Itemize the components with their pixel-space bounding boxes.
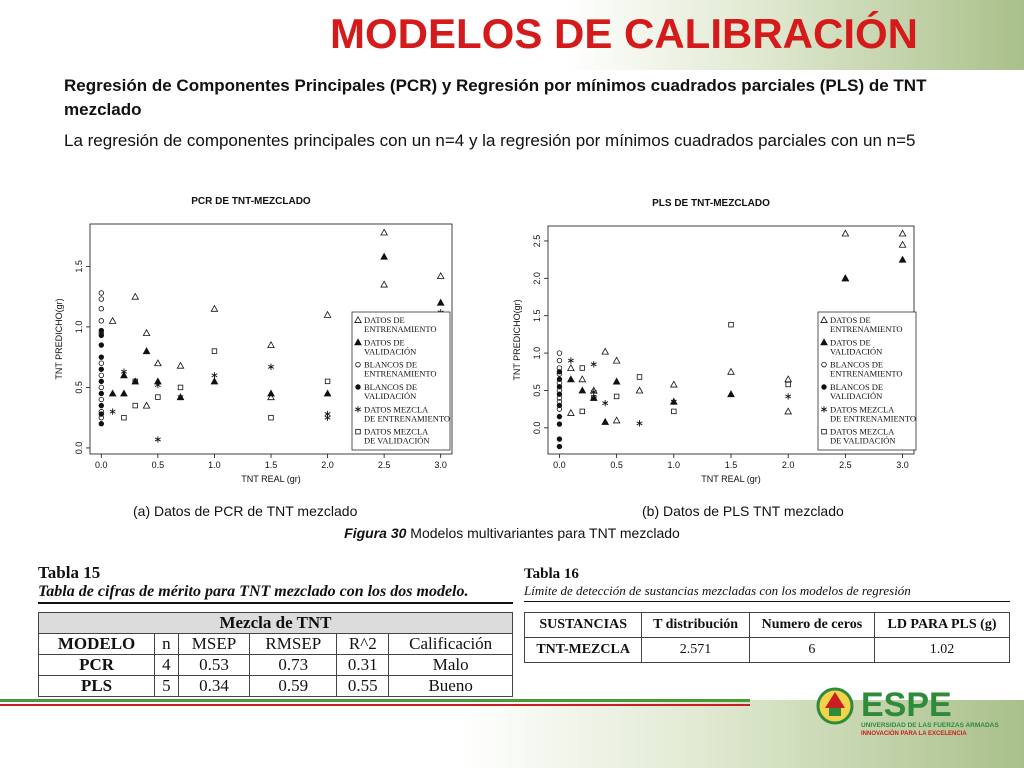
legend-label: BLANCOS DE [364,359,418,370]
legend-label: VALIDACIÓN [830,391,883,401]
y-tick-label: 1.5 [532,309,542,322]
legend-label: ENTRENAMIENTO [830,368,903,379]
data-point [99,367,104,372]
data-point [613,417,619,423]
data-point [614,394,619,399]
table-cell: 5 [155,676,179,697]
table-cell: TNT-MEZCLA [525,638,642,663]
table-row [39,655,513,676]
table16-block [524,566,1010,663]
table16-header: Numero de ceros [749,613,874,638]
data-point [557,437,562,442]
data-point [579,387,585,393]
x-tick-label: 2.5 [377,460,391,470]
legend-label: ENTRENAMIENTO [364,368,437,379]
slide-title: MODELOS DE CALIBRACIÓN [330,10,918,57]
table-cell: 1.02 [875,638,1010,663]
table-cell: 4 [155,655,179,676]
data-point [557,351,562,356]
data-point [437,299,443,305]
data-point [99,361,104,366]
data-point [899,230,905,236]
table16-header: T distribución [642,613,749,638]
table16-header: SUSTANCIAS [525,613,642,638]
x-tick-label: 1.5 [724,460,738,470]
data-point [178,385,183,390]
caption-a: (a) Datos de PCR de TNT mezclado [133,503,358,519]
table-cell: 2.571 [642,638,749,663]
y-tick-label: 0.5 [532,384,542,397]
legend-label: DATOS DE [830,337,871,348]
data-point [637,375,642,380]
data-point [728,391,734,397]
slide-paragraph: La regresión de componentes principales con un n=4 y la regresión por mínimos cuadrados parciales con un n=5 [64,131,916,150]
x-tick-label: 2.0 [321,460,334,470]
data-point [212,349,217,354]
legend-label: BLANCOS DE [364,382,418,392]
data-point [99,333,104,338]
table15-header: n [155,634,179,655]
table-cell: 0.73 [250,655,337,676]
x-axis-label: TNT REAL (gr) [241,474,301,484]
data-point [268,364,274,370]
data-point [381,281,387,287]
table15 [38,612,513,697]
data-point [557,358,562,363]
table16 [524,612,1010,663]
data-point [613,378,619,384]
data-point [568,365,574,371]
espe-emblem-icon [815,678,999,738]
data-point [99,297,104,302]
legend-marker [822,385,827,390]
legend-label: DATOS MEZCLA [364,404,429,415]
data-point [785,376,791,382]
y-tick-label: 2.0 [532,272,542,285]
data-point [842,275,848,281]
data-point [324,312,330,318]
data-point [557,414,562,419]
table-row [39,676,513,697]
data-point [177,362,183,368]
legend-label: BLANCOS DE [830,382,884,392]
x-tick-label: 1.0 [667,460,681,470]
data-point [672,409,677,414]
data-point [729,322,734,327]
data-point [591,389,597,395]
data-point [637,420,643,426]
x-tick-label: 2.5 [839,460,852,470]
y-tick-label: 0.0 [74,441,84,455]
data-point [122,415,127,420]
y-tick-label: 1.0 [532,346,542,360]
legend-label: DATOS DE [364,315,405,325]
figure-label: Figura 30 [344,525,407,541]
y-tick-label: 1.5 [74,260,84,273]
table15-group-header: Mezcla de TNT [39,613,513,634]
caption-b: (b) Datos de PLS TNT mezclado [642,503,844,519]
data-point [671,381,677,387]
table-cell: PCR [39,655,155,676]
legend-label: ENTRENAMIENTO [364,324,437,334]
data-point [557,392,562,397]
data-point [109,318,115,324]
data-point [785,408,791,414]
x-tick-label: 0.0 [95,460,108,470]
data-point [110,408,116,414]
data-point [842,230,848,236]
table15-header: R^2 [337,634,389,655]
data-point [381,229,387,235]
data-point [325,379,330,384]
data-point [785,393,791,399]
data-point [99,421,104,426]
data-point [143,402,149,408]
data-point [568,410,574,416]
data-point [602,400,608,406]
y-axis-label: TNT PREDICHO(gr) [54,298,64,380]
table16-caption: Límite de detección de sustancias mezcladas con los modelos de regresión [524,583,1010,602]
legend-label: DATOS DE [830,315,871,325]
logo-name: ESPE [861,686,952,724]
data-point [99,343,104,348]
data-point [899,256,905,262]
data-point [602,348,608,354]
x-tick-label: 0.0 [553,460,566,470]
legend-label: DATOS MEZCLA [364,426,429,437]
data-point [121,390,127,396]
data-point [156,395,161,400]
data-point [613,357,619,363]
data-point [99,391,104,396]
data-point [557,377,562,382]
data-point [568,357,574,363]
y-tick-label: 1.0 [74,320,84,334]
table-cell: 0.55 [337,676,389,697]
table15-header: Calificación [389,634,513,655]
footer-green-line [0,699,750,702]
pls-chart [506,188,926,498]
table-cell: Bueno [389,676,513,697]
table-cell: PLS [39,676,155,697]
table15-header-row [39,634,513,655]
data-point [99,319,104,324]
data-point [211,306,217,312]
table-cell: 6 [749,638,874,663]
data-point [132,293,138,299]
data-point [143,348,149,354]
legend-label: DATOS DE [364,337,405,348]
pcr-chart [54,188,460,498]
x-tick-label: 3.0 [434,460,447,470]
data-point [268,390,274,396]
data-point [557,422,562,427]
data-point [99,328,104,333]
data-point [786,382,791,387]
data-point [580,366,585,371]
legend-label: BLANCOS DE [830,359,884,370]
logo-line2: INNOVACIÓN PARA LA EXCELENCIA [861,731,967,737]
legend-label: DE VALIDACIÓN [364,435,430,446]
data-point [99,397,104,402]
data-point [211,378,217,384]
y-axis-label: TNT PREDICHO(gr) [512,299,522,381]
data-point [109,390,115,396]
legend-label: DE ENTRENAMIENTO [364,413,451,424]
x-tick-label: 3.0 [896,460,909,470]
chart-title: PCR DE TNT-MEZCLADO [191,196,311,207]
x-tick-label: 0.5 [610,460,623,470]
table-row [525,638,1010,663]
footer-red-line [0,704,750,706]
data-point [99,385,104,390]
y-tick-label: 2.5 [532,234,542,248]
data-point [568,376,574,382]
logo-line1: UNIVERSIDAD DE LAS FUERZAS ARMADAS [861,722,999,729]
slide-subtitle: Regresión de Componentes Principales (PCR) y Regresión por mínimos cuadrados parciales (PLS) de TNT mezclado [64,76,927,119]
data-point [557,444,562,449]
data-point [636,387,642,393]
data-point [580,409,585,414]
data-point [268,342,274,348]
pls-chart-svg [506,188,926,498]
x-axis-label: TNT REAL (gr) [701,474,761,484]
x-tick-label: 1.0 [208,460,221,470]
legend-marker [356,385,361,390]
data-point [133,403,138,408]
data-point [602,419,608,425]
table15-header: MODELO [39,634,155,655]
data-point [99,291,104,296]
y-tick-label: 0.0 [532,421,542,435]
figure-caption [0,525,1024,541]
data-point [155,436,161,442]
data-point [212,372,218,378]
data-point [591,361,597,367]
x-tick-label: 1.5 [264,460,278,470]
data-point [557,403,562,408]
table15-label: Tabla 15 [38,563,101,582]
table15-caption: Tabla de cifras de mérito para TNT mezclado con los dos modelo. [38,583,513,604]
table15-header: MSEP [178,634,250,655]
legend-label: DE ENTRENAMIENTO [830,413,917,424]
pcr-chart-svg [54,188,460,498]
espe-logo [815,678,999,738]
legend-label: DE VALIDACIÓN [830,435,896,446]
table-cell: Malo [389,655,513,676]
data-point [99,403,104,408]
data-point [269,415,274,420]
figure-text: Modelos multivariantes para TNT mezclado [406,525,680,541]
data-point [99,412,104,417]
table-cell: 0.53 [178,655,250,676]
x-tick-label: 2.0 [781,460,795,470]
table16-header: LD PARA PLS (g) [875,613,1010,638]
y-tick-label: 0.5 [74,381,84,394]
data-point [155,360,161,366]
data-point [579,376,585,382]
table15-block [38,563,513,697]
data-point [557,384,562,389]
legend-label: DATOS MEZCLA [830,404,895,415]
table16-header-row [525,613,1010,638]
table16-label: Tabla 16 [524,566,579,582]
legend-label: VALIDACIÓN [364,346,417,357]
legend-label: VALIDACIÓN [364,391,417,401]
table-cell: 0.31 [337,655,389,676]
table15-group-row [39,613,513,634]
data-point [381,253,387,259]
chart-title: PLS DE TNT-MEZCLADO [652,198,770,209]
data-point [899,241,905,247]
table15-header: RMSEP [250,634,337,655]
data-point [99,355,104,360]
data-point [99,373,104,378]
data-point [437,273,443,279]
x-tick-label: 0.5 [151,460,165,470]
data-point [557,369,562,374]
legend-label: VALIDACIÓN [830,346,883,357]
data-point [121,368,127,374]
legend-label: DATOS MEZCLA [830,426,895,437]
table-cell: 0.34 [178,676,250,697]
data-point [143,330,149,336]
data-point [324,390,330,396]
legend-label: ENTRENAMIENTO [830,324,903,334]
data-point [99,379,104,384]
data-point [99,306,104,311]
data-point [728,369,734,375]
table-cell: 0.59 [250,676,337,697]
